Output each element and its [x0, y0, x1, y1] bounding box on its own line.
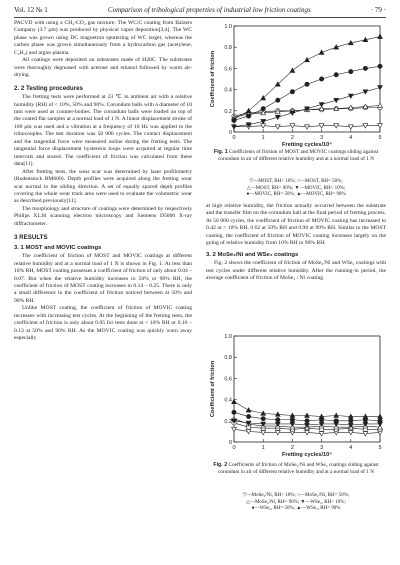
x-axis-label: Fretting cycles/10⁴ [281, 142, 333, 148]
legend-line: △—MOST, RH= 90%; ▼—MOVIC, RH< 10%; [246, 185, 346, 191]
figure-1-chart [206, 20, 386, 148]
data-point [319, 432, 324, 436]
x-tick-label: 0 [232, 135, 236, 141]
y-tick-label: 1.0 [224, 24, 232, 30]
data-point [334, 419, 338, 423]
data-point [349, 419, 353, 423]
data-point [305, 125, 310, 129]
legend-line: ●—WSe₂, RH= 50%; ▲—WSe₂, RH= 90% [251, 506, 341, 512]
data-point [305, 419, 309, 423]
y-tick-label: 0.8 [224, 355, 232, 362]
data-point [246, 114, 250, 118]
data-point [378, 419, 382, 423]
x-tick-label: 3 [320, 135, 324, 141]
y-tick-label: 0.2 [224, 418, 232, 425]
data-point [276, 98, 280, 102]
plot-frame [234, 26, 380, 132]
data-point [378, 34, 383, 38]
x-tick-label: 3 [320, 445, 324, 451]
figure-1-legend [206, 179, 386, 199]
data-point [363, 66, 367, 70]
data-point [290, 68, 295, 72]
paragraph: The fretting tests were performed at 23 ℃ in ambient air with a relative humidity (RH) of < 10%, 50% and 90%. Corundum balls with a diameter of 10 mm were used as counter-bodies. The corundum balls were loaded on top of the coated flat samples at a normal load of 1 N. A linear displacement stroke of 100 μm was used and a vibration at a frequency of 10 Hz was applied to the tribocouples. The test duration was 50 000 cycles. The contact displacement and the tangential force were measured online during the fretting tests. The tangential force displacement hysteresis loops were acquired at regular time intervals and stored. The coefficient of friction was calculated from these data[11]. [14, 94, 192, 168]
figure-2-legend [206, 493, 386, 513]
figure-label: Fig. 2 [213, 462, 228, 468]
x-tick-label: 1 [261, 445, 265, 451]
subsection-heading: 3. 1 MOST and MOVIC coatings [14, 244, 102, 251]
running-title: Comparison of tribological properties of industrial low friction coatings [107, 6, 311, 14]
data-point [275, 125, 280, 129]
x-tick-label: 5 [378, 135, 382, 141]
paragraph: All coatings were deposited on substrates made of H20C. The substrates were thoroughly degreased with acetone and ethanol followed by warm air-drying. [14, 57, 192, 79]
legend-line: ▽—MOST, RH< 10%; ○—MOST, RH= 50%; [249, 179, 343, 184]
data-point [319, 50, 324, 54]
figure-2 [206, 330, 386, 463]
legend-line: ●—MOVIC, RH= 50%; ▲—MOVIC, RH= 90% [246, 192, 346, 198]
x-tick-label: 4 [349, 445, 353, 451]
data-point [290, 90, 294, 94]
data-point [305, 58, 310, 62]
data-point [334, 73, 338, 77]
x-tick-label: 0 [232, 445, 236, 451]
series-group [232, 86, 383, 130]
data-point [305, 82, 309, 86]
y-tick-label: 0.6 [224, 66, 232, 73]
paragraph: The coefficient of friction of MOST and MOVIC coatings at different relative humidity and at a normal load of 1 N is shown in Fig. 1. At less than 10% RH, MOST coating possesses a coefficient of friction of only about 0.04 – 0.07. But when the relative humidity increases to 50% or 90% RH, the coefficient of friction of MOST coating increases to 0.14 – 0.25. There is only a small difference in the coefficient of friction noticed between at 50% and 90% RH. [14, 253, 192, 304]
y-tick-label: 0 [228, 440, 232, 446]
x-tick-label: 2 [290, 135, 294, 141]
data-point [232, 410, 236, 414]
series-group [232, 124, 383, 129]
figure-caption-text: Coefficients of friction of MOST and MOVIC coatings sliding against corundum in air of different relative humidity and at a normal load of 1 N [217, 149, 379, 162]
x-axis-label: Fretting cycles/10⁴ [281, 452, 333, 458]
paragraph: Fig. 2 shows the coefficient of friction of MoSe₂/Ni and WSe₂ coatings with test cycles under different relative humidity. After the running-in period, the average coefficient of friction of MoSe₂ / Ni coating [206, 260, 386, 282]
y-tick-label: 1.0 [224, 334, 232, 340]
paragraph: at high relative humidity, the friction actually occurred between the substrate and the transfer film on the corundum ball at the final period of fretting process. At 50 000 cycles, the coefficient of friction of MOVIC coating has increased to 0.42 at < 10% RH, 0.62 at 50% RH and 0.90 at 90% RH. Similar to the MOST coating, the coefficient of friction of MOVIC coating increases largely on the going of relative humidity from 10% RH to 90% RH. [206, 203, 386, 247]
paragraph: After fretting tests, the wear scar was determined by laser profilometry (Rodenstock RM600). Depth profiles were acquired along the fretting wear scar normal to the sliding direction. A set of equally spaced depth profiles covering the whole wear track area were used to evaluate the volumetric wear as described previously[11]. [14, 168, 192, 205]
x-tick-label: 1 [261, 135, 265, 141]
data-point [246, 408, 251, 412]
figure-label: Fig. 1 [213, 149, 228, 155]
running-header [14, 3, 386, 18]
series-line [234, 66, 380, 120]
y-tick-label: 0 [228, 130, 232, 136]
y-axis-label: Coefficient of friction [210, 50, 216, 108]
data-point [276, 418, 280, 422]
figure-2-caption [206, 462, 386, 476]
y-axis-label: Coefficient of friction [210, 360, 216, 418]
paragraph: The morphology and structure of coatings were determined by respectively Philips XL30 scanning electron microscopy and Siemens D5000 X-ray diffractometer. [14, 205, 192, 227]
data-point [334, 413, 339, 417]
figure-1 [206, 20, 386, 153]
data-point [363, 432, 368, 436]
subsection-heading: 3. 2 MoSe₂/Ni and WSe₂ coatings [206, 251, 299, 258]
x-tick-label: 5 [378, 445, 382, 451]
data-point [349, 69, 353, 73]
data-point [348, 125, 353, 129]
page-number: · 79 · [370, 6, 386, 14]
paragraph: PACVD with using a CH₄-CO₂ gas mixture. The WC/C coating from Balzers Company (3.7 μm) was produced by physical vapor deposition[3,4]. The WC phase was grown using DC magnetron sputtering of WC target, whereas the carbon phase was grown simultaneously from a hydrocarbon gas (acetylene, C₂H₂) and argon plasma. [14, 20, 192, 56]
data-point [246, 414, 250, 418]
data-point [378, 64, 382, 68]
data-point [290, 418, 294, 422]
y-tick-label: 0.2 [224, 108, 232, 115]
y-tick-label: 0.4 [224, 87, 232, 94]
legend-line: △—MoSe₂/Ni, RH= 90%; ▼—WSe₂, RH< 10%; [246, 499, 346, 505]
data-point [232, 399, 237, 403]
y-tick-label: 0.4 [224, 397, 232, 404]
data-point [261, 107, 265, 111]
figure-1-caption [206, 149, 386, 163]
left-column [14, 20, 192, 343]
volume-number: Vol. 12 № 1 [14, 6, 48, 14]
figure-caption-text: Coefficients of friction of MoSe₂/Ni and WSe₂ coatings sliding against corundum in air of different relative humidity and at a normal load of 1 N [217, 462, 379, 475]
legend-line: ▽—MoSe₂/Ni, RH< 10%; ○—MoSe₂/Ni, RH= 50%; [242, 493, 350, 498]
x-tick-label: 4 [349, 135, 353, 141]
data-point [319, 77, 323, 81]
paragraph: Unlike MOST coating, the coefficient of friction of MOVIC coating increases with increasing test cycles. At the beginning of the fretting tests, the coefficient of friction is only about 0.05 for tests done at < 10% RH or 0.10 – 0.13 at 50% and 90% RH. As the MOVIC coating was quickly worn away especially [14, 305, 192, 342]
section-heading: 3 RESULTS [14, 234, 48, 242]
x-tick-label: 2 [290, 445, 294, 451]
y-tick-label: 0.8 [224, 45, 232, 52]
section-heading: 2. 2 Testing procedures [14, 84, 83, 92]
series-group [232, 399, 383, 418]
right-column-text [206, 203, 386, 283]
data-point [261, 417, 265, 421]
data-point [378, 103, 383, 107]
figure-2-chart [206, 330, 386, 458]
y-tick-label: 0.6 [224, 376, 232, 383]
